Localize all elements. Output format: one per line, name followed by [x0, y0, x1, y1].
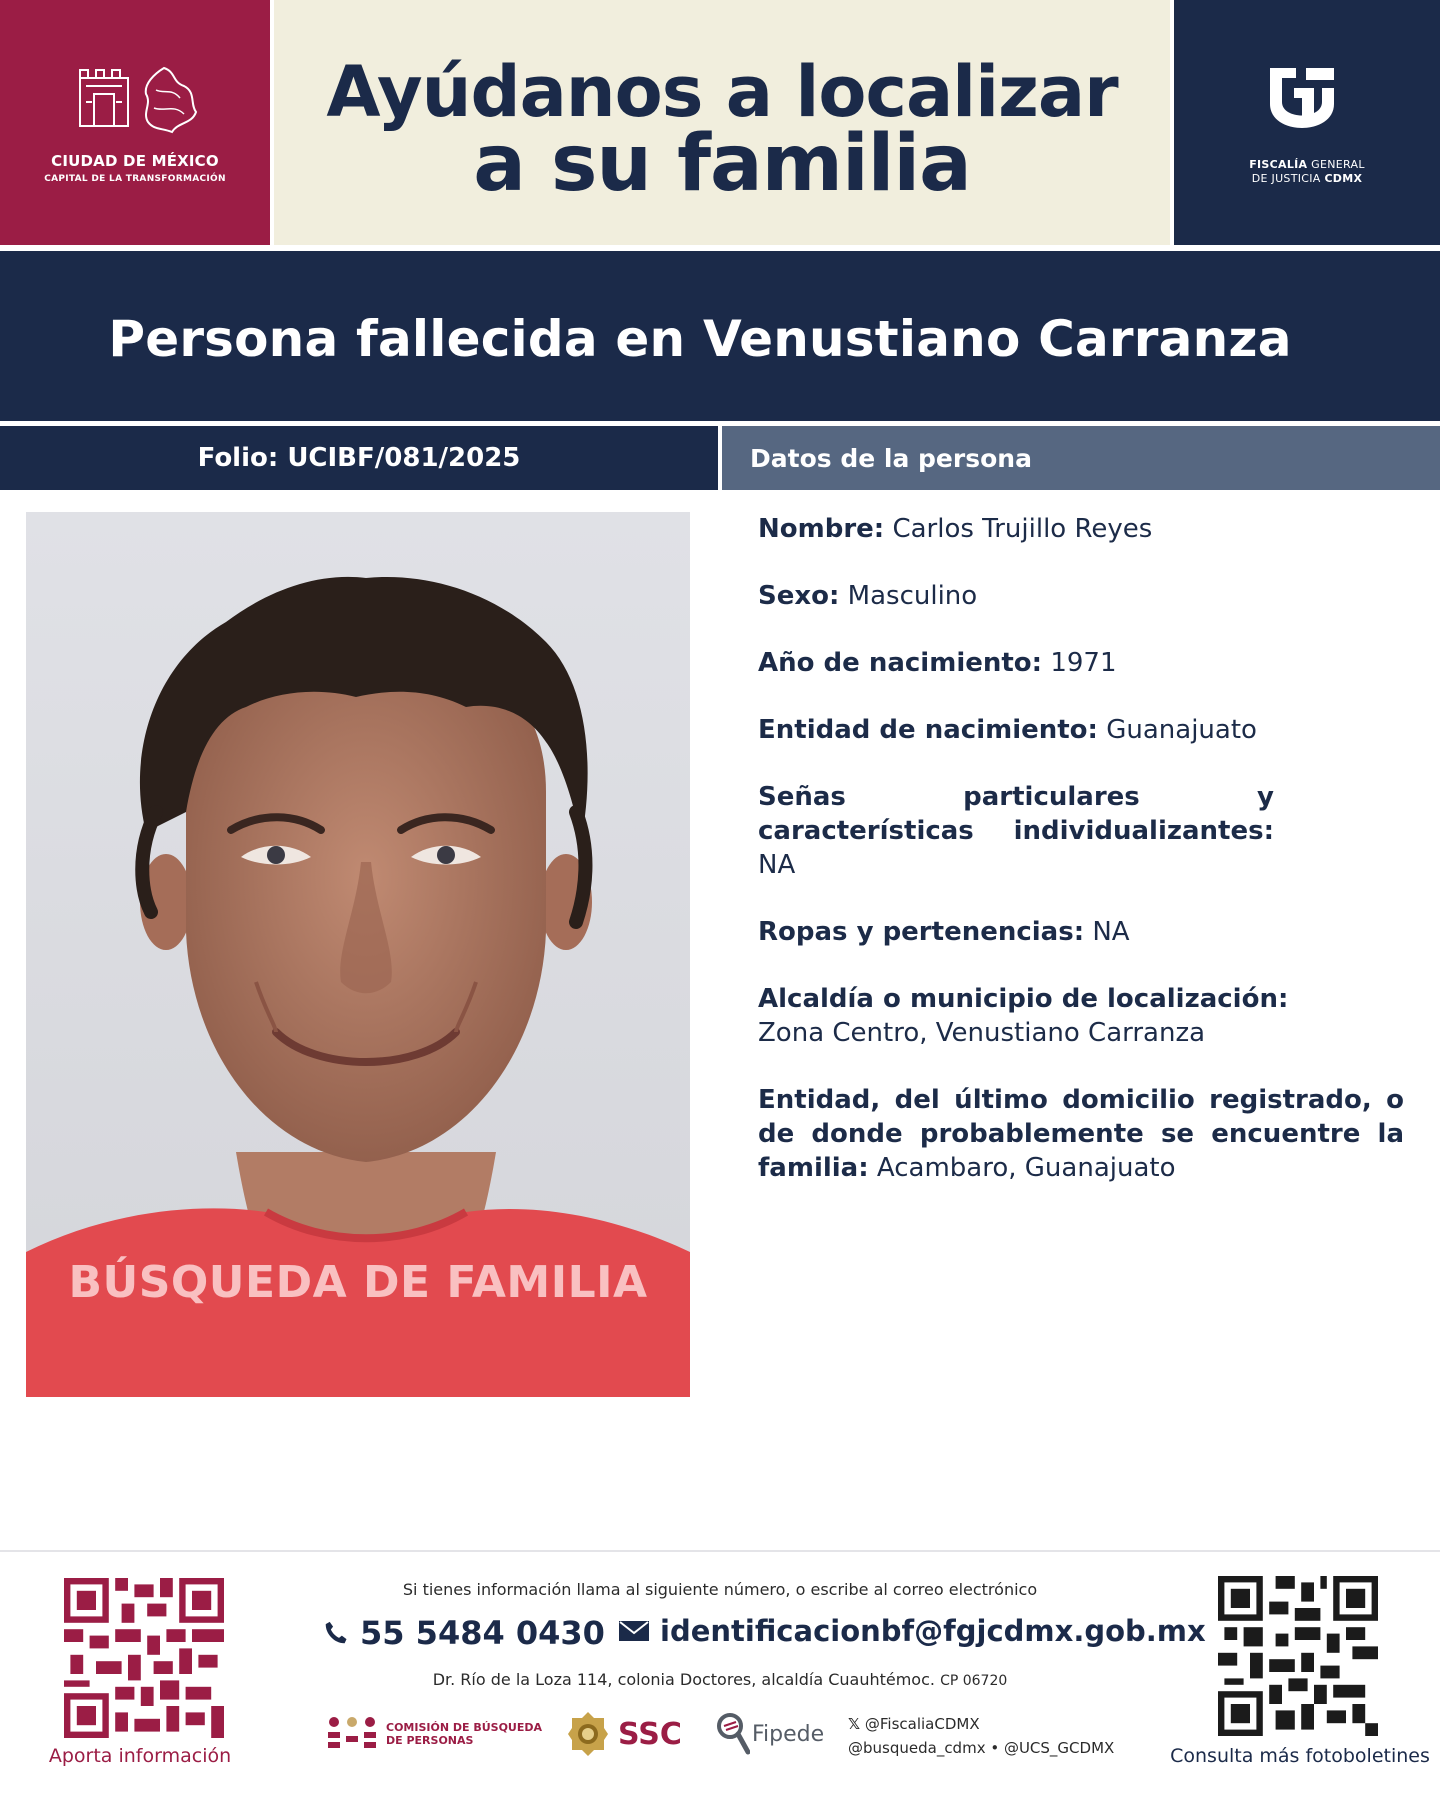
field-value: 1971 [1050, 648, 1117, 678]
field-nombre [758, 512, 1404, 546]
datos-header-bar [722, 426, 1440, 490]
phone-icon [322, 1618, 350, 1648]
field-value: NA [1092, 917, 1130, 947]
title-band [0, 251, 1440, 421]
fipede-text: Fipede [752, 1721, 825, 1747]
folio-text: Folio: UCIBF/081/2025 [197, 443, 521, 473]
address-text: Dr. Río de la Loza 114, colonia Doctores, alcaldía Cuauhtémoc. [432, 1670, 935, 1689]
cdmx-logo-name: CIUDAD DE MÉXICO [51, 152, 219, 170]
field-value: Zona Centro, Venustiano Carranza [758, 1018, 1206, 1048]
x-logo-icon: 𝕏 [848, 1715, 861, 1733]
email-text: identificacionbf@fgjcdmx.gob.mx [660, 1614, 1206, 1648]
field-label: Ropas y pertenencias: [758, 917, 1085, 947]
comision-busqueda-logo-icon [326, 1716, 378, 1752]
footer-divider [0, 1550, 1440, 1552]
magnifier-icon [716, 1712, 750, 1756]
headline-line-2: a su familia [473, 119, 971, 209]
field-value: Guanajuato [1106, 715, 1257, 745]
field-value: Carlos Trujillo Reyes [892, 514, 1153, 544]
field-alcaldia-localizacion [758, 982, 1348, 1050]
datos-header-text: Datos de la persona [750, 443, 1032, 473]
fgj-logo-icon [1262, 62, 1342, 152]
field-label: Señas particulares y características individualizantes: [758, 782, 1274, 846]
social-handles [848, 1712, 1114, 1760]
field-sexo [758, 579, 1404, 613]
headline-line-1: Ayúdanos a localizar [326, 51, 1118, 133]
page-title: Persona fallecida en Venustiano Carranza [108, 310, 1292, 368]
field-label: Alcaldía o municipio de localización: [758, 984, 1289, 1014]
postal-code: CP 06720 [940, 1673, 1008, 1689]
envelope-icon [618, 1620, 650, 1642]
field-value: Masculino [847, 581, 978, 611]
phone-text: 55 5484 0430 [360, 1614, 605, 1652]
org-ssc [566, 1710, 682, 1758]
field-entidad-nacimiento [758, 713, 1404, 747]
qr-left-caption[interactable]: Aporta información [48, 1745, 232, 1767]
field-label: Entidad, del último domicilio registrado, o de donde probablemente se encuentre la familia: [758, 1085, 1404, 1183]
field-label: Entidad de nacimiento: [758, 715, 1098, 745]
qr-code-aporta-icon[interactable] [64, 1578, 224, 1738]
poster-header [0, 0, 1440, 248]
field-label: Año de nacimiento: [758, 648, 1043, 678]
ssc-text: SSC [618, 1716, 682, 1752]
person-photo [26, 512, 690, 1397]
qr-right-caption[interactable]: Consulta más fotoboletines [1170, 1745, 1430, 1767]
field-ropas [758, 915, 1404, 949]
org-fipede [716, 1712, 824, 1756]
field-anio-nacimiento [758, 646, 1404, 680]
field-senas-particulares [758, 780, 1274, 882]
fgj-logo-name: FISCALÍA GENERAL DE JUSTICIA CDMX [1249, 158, 1365, 185]
field-label: Nombre: [758, 514, 885, 544]
contact-instructions: Si tienes información llama al siguiente número, o escribe al correo electrónico [402, 1580, 1038, 1599]
field-label: Sexo: [758, 581, 840, 611]
cdmx-logo-icon [72, 64, 202, 136]
person-details [758, 512, 1404, 1218]
org-cbp-line2: DE PERSONAS [386, 1734, 474, 1747]
photo-watermark: BÚSQUEDA DE FAMILIA [68, 1257, 648, 1308]
cdmx-logo-subtitle: CAPITAL DE LA TRANSFORMACIÓN [44, 174, 226, 184]
org-cbp-line1: COMISIÓN DE BÚSQUEDA [386, 1721, 543, 1734]
email-address[interactable] [618, 1614, 1206, 1648]
office-address [330, 1670, 1110, 1689]
qr-code-fotoboletines-icon[interactable] [1218, 1576, 1378, 1736]
field-ultimo-domicilio [758, 1083, 1404, 1185]
ssc-badge-icon [566, 1710, 610, 1758]
social-handles-line2[interactable]: @busqueda_cdmx • @UCS_GCDMX [848, 1739, 1115, 1757]
field-value: NA [758, 850, 796, 880]
folio-bar [0, 426, 718, 490]
field-value: Acambaro, Guanajuato [876, 1153, 1176, 1183]
org-comision-busqueda [326, 1716, 542, 1752]
social-x-handle[interactable]: @FiscaliaCDMX [864, 1715, 980, 1733]
phone-number[interactable] [322, 1614, 605, 1652]
